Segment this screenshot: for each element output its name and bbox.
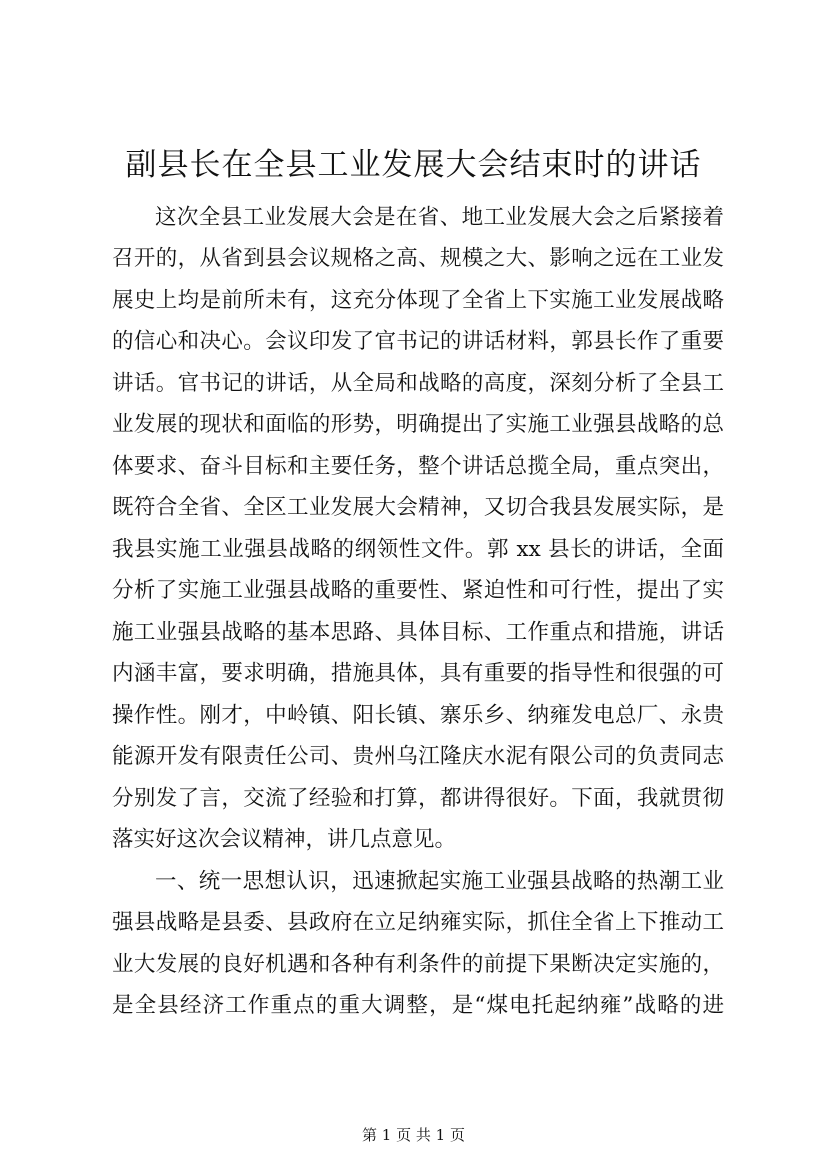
body-line: 落实好这次会议精神，讲几点意见。 xyxy=(112,827,457,852)
body-line: 召开的，从省到县会议规格之高、规模之大、影响之远在工业发 xyxy=(112,246,724,271)
body-line: 分析了实施工业强县战略的重要性、紧迫性和可行性，提出了实 xyxy=(112,578,724,603)
body-line: 这次全县工业发展大会是在省、地工业发展大会之后紧接着 xyxy=(155,205,724,230)
body-line: 操作性。刚才，中岭镇、阳长镇、寨乐乡、纳雍发电总厂、永贵 xyxy=(112,703,724,728)
body-line: 讲话。官书记的讲话，从全局和战略的高度，深刻分析了全县工 xyxy=(112,371,724,396)
body-line: 的信心和决心。会议印发了官书记的讲话材料，郭县长作了重要 xyxy=(112,329,724,354)
body-line: 体要求、奋斗目标和主要任务，整个讲话总揽全局，重点突出， xyxy=(112,454,724,479)
body-line: 展史上均是前所未有，这充分体现了全省上下实施工业发展战略 xyxy=(112,288,724,313)
page-footer: 第 1 页 共 1 页 xyxy=(362,1126,465,1144)
body-line: 一、统一思想认识，迅速掀起实施工业强县战略的热潮工业 xyxy=(155,869,724,894)
body-line: 分别发了言，交流了经验和打算，都讲得很好。下面，我就贯彻 xyxy=(112,786,724,811)
body-line: 既符合全省、全区工业发展大会精神，又切合我县发展实际，是 xyxy=(112,495,724,520)
document-title: 副县长在全县工业发展大会结束时的讲话 xyxy=(125,147,702,183)
body-line: 是全县经济工作重点的重大调整，是“煤电托起纳雍”战略的进 xyxy=(112,993,724,1018)
body-line: 强县战略是县委、县政府在立足纳雍实际，抓住全省上下推动工 xyxy=(112,910,724,935)
body-line: 能源开发有限责任公司、贵州乌江隆庆水泥有限公司的负责同志 xyxy=(112,744,724,769)
body-line: 施工业强县战略的基本思路、具体目标、工作重点和措施，讲话 xyxy=(112,620,724,645)
body-line: 业发展的现状和面临的形势，明确提出了实施工业强县战略的总 xyxy=(112,412,724,437)
body-line: 内涵丰富，要求明确，措施具体，具有重要的指导性和很强的可 xyxy=(112,661,724,686)
body-line: 我县实施工业强县战略的纲领性文件。郭 xx 县长的讲话，全面 xyxy=(112,537,724,562)
body-line: 业大发展的良好机遇和各种有利条件的前提下果断决定实施的， xyxy=(112,952,724,977)
